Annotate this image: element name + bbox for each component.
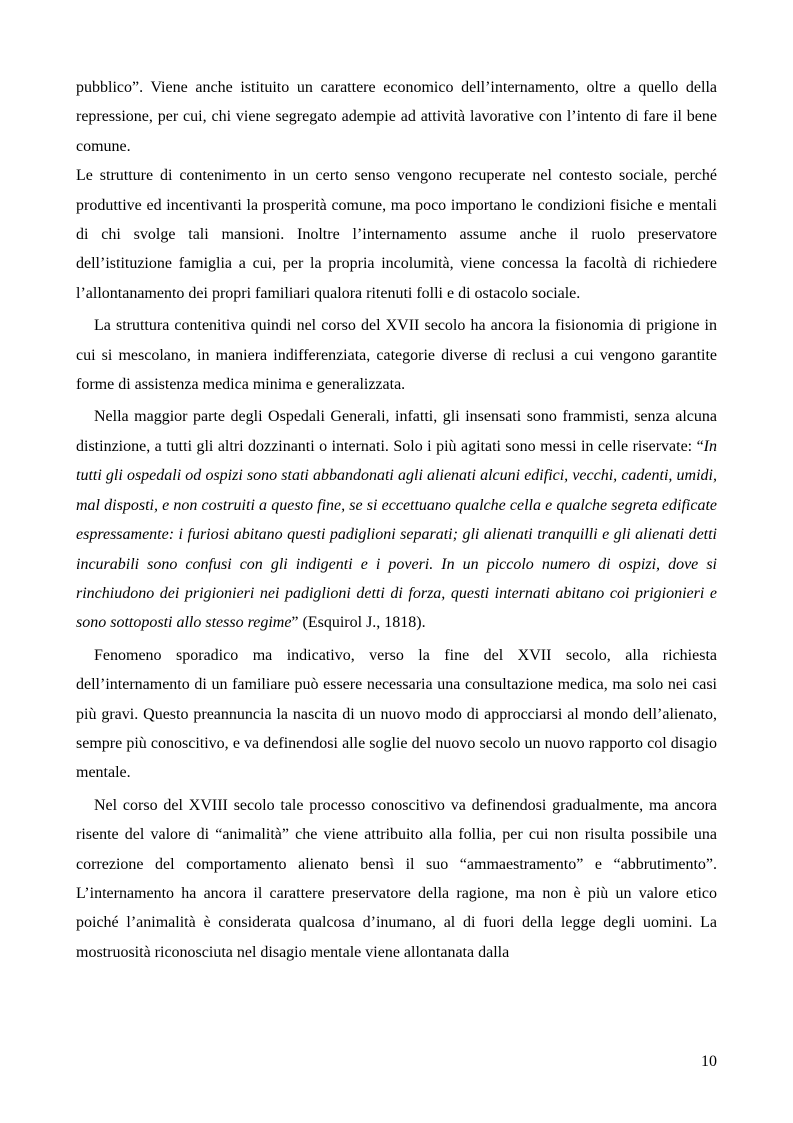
paragraph-5: Fenomeno sporadico ma indicativo, verso la fine del XVII secolo, alla richiesta dell’internamento di un familiare può essere necessaria una consultazione medica, ma solo nei casi più gravi. Questo preannuncia la nascita di un nuovo modo di approcciarsi al mondo dell’alienato, sempre più conoscitivo, e va definendosi alle soglie del nuovo secolo un nuovo rapporto col disagio mentale.	[76, 646, 717, 782]
paragraph-4-text-after: ” (Esquirol J., 1818).	[291, 614, 426, 632]
page-body	[76, 73, 717, 967]
esquirol-quote: In tutti gli ospedali od ospizi sono stati abbandonati agli alienati alcuni edifici, vecchi, cadenti, umidi, mal disposti, e non costruiti a questo fine, se si eccettuano qualche cella e qualche segreta edificate espressamente: i furiosi abitano questi padiglioni separati; gli alienati tranquilli e gli alienati detti incurabili sono confusi con gli indigenti e i poveri. In un piccolo numero di ospizi, dove si rinchiudono dei prigionieri nei padiglioni detti di forza, questi internati abitano coi prigionieri e sono sottoposti allo stesso regime	[76, 437, 717, 632]
paragraph-6: Nel corso del XVIII secolo tale processo conoscitivo va definendosi gradualmente, ma ancora risente del valore di “animalità” che viene attribuito alla follia, per cui non risulta possibile una correzione del comportamento alienato bensì il suo “ammaestramento” e “abbrutimento”. L’internamento ha ancora il carattere preservatore della ragione, ma non è più un valore etico poiché l’animalità è considerata qualcosa d’inumano, al di fuori della legge degli uomini. La mostruosità riconosciuta nel disagio mentale viene allontanata dalla	[76, 796, 717, 961]
page-number: 10	[701, 1053, 717, 1070]
paragraph-4-text-before: Nella maggior parte degli Ospedali Generali, infatti, gli insensati sono frammisti, senza alcuna distinzione, a tutti gli altri dozzinanti o internati. Solo i più agitati sono messi in celle riservate: “	[76, 408, 717, 455]
paragraph-1: pubblico”. Viene anche istituito un carattere economico dell’internamento, oltre a quello della repressione, per cui, chi viene segregato adempie ad attività lavorative con l’intento di fare il bene comune.	[76, 79, 717, 155]
paragraph-3: La struttura contenitiva quindi nel corso del XVII secolo ha ancora la fisionomia di prigione in cui si mescolano, in maniera indifferenziata, categorie diverse di reclusi a cui vengono garantite forme di assistenza medica minima e generalizzata.	[76, 317, 717, 394]
paragraph-2: Le strutture di contenimento in un certo senso vengono recuperate nel contesto sociale, perché produttive ed incentivanti la prosperità comune, ma poco importano le condizioni fisiche e mentali di chi svolge tali mansioni. Inoltre l’internamento assume anche il ruolo preservatore dell’istituzione famiglia a cui, per la propria incolumità, viene concessa la facoltà di richiedere l’allontanamento dei propri familiari qualora ritenuti folli e di ostacolo sociale.	[76, 167, 717, 302]
paragraph-4	[76, 402, 717, 637]
